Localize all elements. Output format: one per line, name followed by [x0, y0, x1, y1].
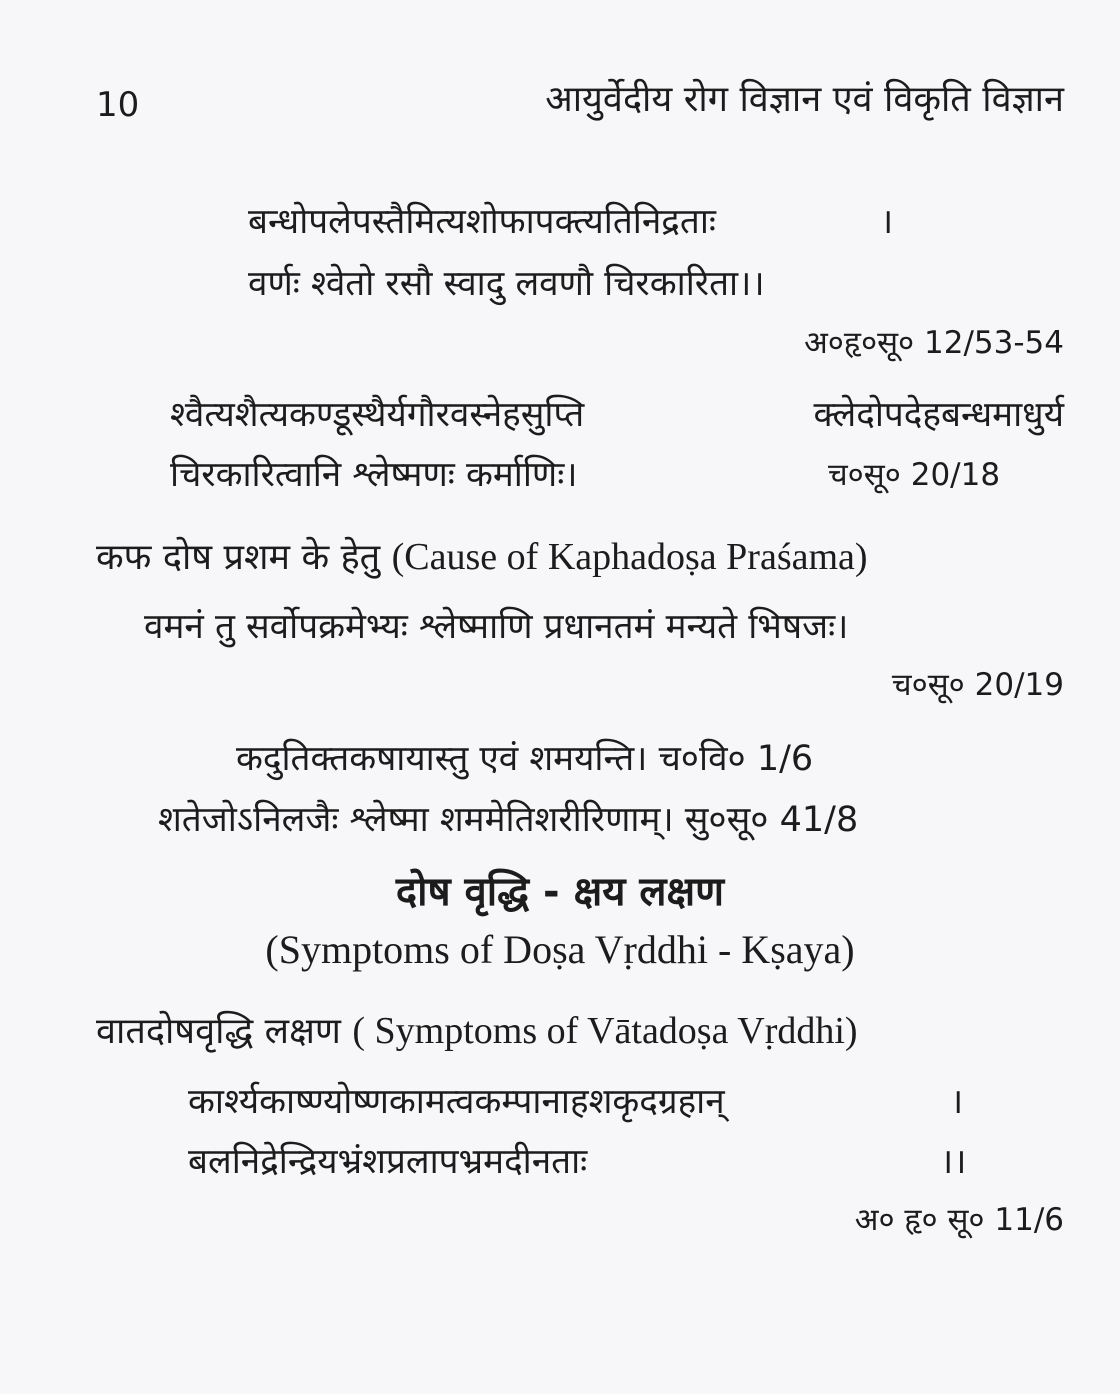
- chapter-title-english: (Symptoms of Doṣa Vṛddhi - Kṣaya): [265, 927, 855, 972]
- section-heading: [96, 1012, 858, 1050]
- section-heading-english: ( Symptoms of Vātadoṣa Vṛddhi): [352, 1010, 858, 1052]
- chapter-title-hindi: दोष वृद्धि - क्षय लक्षण: [395, 869, 725, 915]
- verse-danda: ।: [880, 202, 894, 242]
- running-head-title: आयुर्वेदीय रोग विज्ञान एवं विकृति विज्ञान: [545, 79, 1064, 120]
- verse-line: कार्श्यकाष्ण्योष्णकामत्वकम्पानाहशकृदग्रहान्: [188, 1082, 725, 1122]
- verse-reference: अ०हृ०सू० 12/53-54: [804, 325, 1064, 361]
- verse-line: शतेजोऽनिलजैः श्लेष्मा शममेतिशरीरिणाम्। सु०सू० 41/8: [158, 800, 859, 840]
- verse-danda: ।।: [940, 1142, 967, 1182]
- verse-line: क्लेदोपदेहबन्धमाधुर्य: [813, 395, 1064, 435]
- section-heading-hindi: वातदोषवृद्धि लक्षण: [96, 1011, 341, 1052]
- section-heading-hindi: कफ दोष प्रशम के हेतु: [96, 537, 381, 578]
- verse-line: वर्णः श्वेतो रसौ स्वादु लवणौ चिरकारिता।।: [248, 264, 765, 304]
- verse-reference: अ० हृ० सू० 11/6: [854, 1202, 1064, 1238]
- section-heading: [96, 538, 868, 576]
- verse-reference: च०सू० 20/19: [891, 667, 1064, 703]
- verse-line: श्वैत्यशैत्यकण्डूस्थैर्यगौरवस्नेहसुप्ति: [170, 395, 585, 435]
- verse-line: चिरकारित्वानि श्लेष्मणः कर्माणिः।: [170, 455, 578, 495]
- verse-line: बन्धोपलेपस्तैमित्यशोफापक्त्यतिनिद्रताः: [248, 202, 716, 242]
- section-heading-english: (Cause of Kaphadoṣa Praśama): [391, 536, 868, 578]
- page-number: 10: [96, 85, 140, 125]
- verse-line: वमनं तु सर्वोपक्रमेभ्यः श्लेष्माणि प्रधानतमं मन्यते भिषजः।: [144, 607, 849, 647]
- verse-reference: च०सू० 20/18: [828, 457, 1001, 493]
- verse-line: बलनिद्रेन्द्रियभ्रंशप्रलापभ्रमदीनताः: [188, 1142, 588, 1182]
- verse-danda: ।: [950, 1082, 964, 1122]
- verse-line: कदुतिक्तकषायास्तु एवं शमयन्ति। च०वि० 1/6: [236, 739, 814, 779]
